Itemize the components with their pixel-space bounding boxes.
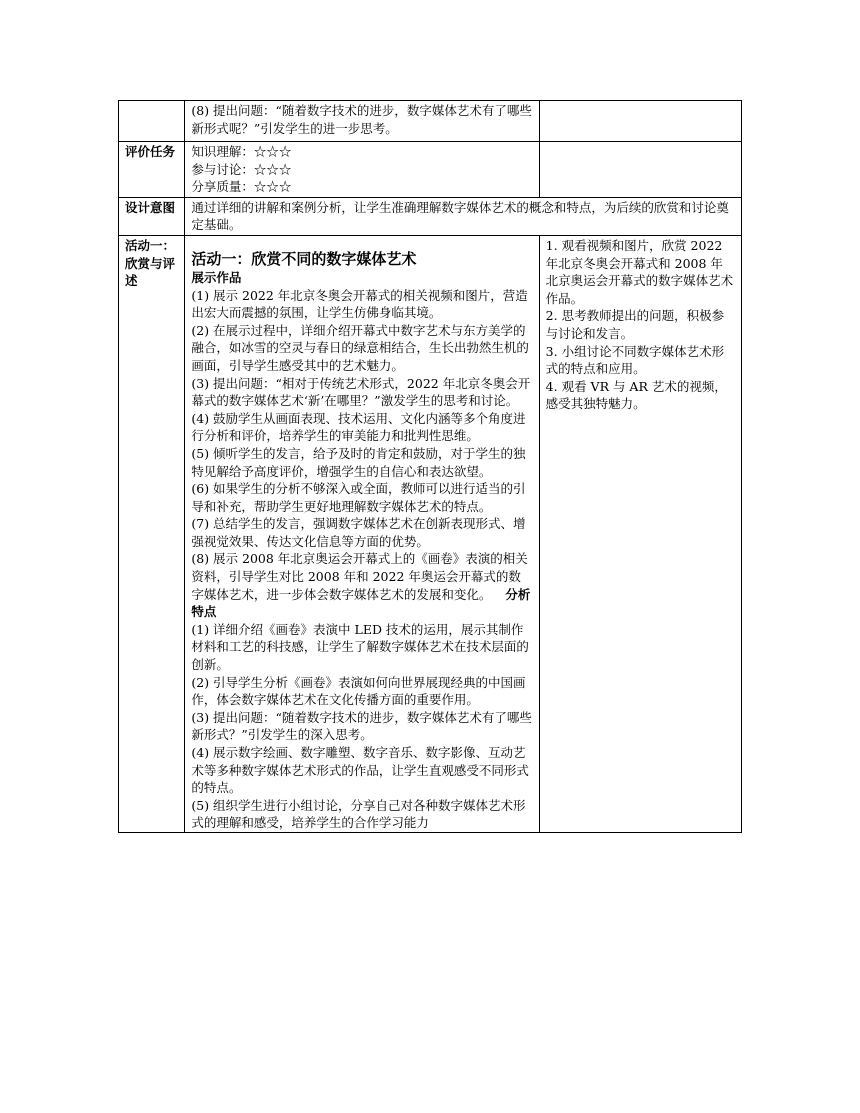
analysis-item-2: (2) 引导学生分析《画卷》表演如何向世界展现经典的中国画作，体会数字媒体艺术在文化传播方面的重要作用。 [191, 674, 526, 708]
evaluation-line-discussion: 参与讨论：☆☆☆ [191, 161, 292, 177]
evaluation-row [119, 142, 742, 198]
evaluation-label: 评价任务 [119, 142, 185, 198]
evaluation-line-sharing: 分享质量：☆☆☆ [191, 179, 292, 195]
showcase-item-1: (1) 展示 2022 年北京冬奥会开幕式的相关视频和图片，营造出宏大而震撼的氛围，让学生仿佛身临其境。 [191, 287, 528, 321]
showcase-item-5: (5) 倾听学生的发言，给予及时的肯定和鼓励，对于学生的独特见解给予高度评价，增强学生的自信心和表达欲望。 [191, 445, 526, 479]
continued-item-8: (8) 提出问题：“随着数字技术的进步，数字媒体艺术有了哪些新形式呢？”引发学生的进一步思考。 [191, 103, 532, 136]
showcase-item-6: (6) 如果学生的分析不够深入或全面，教师可以进行适当的引导和补充，帮助学生更好地理解数字媒体艺术的特点。 [191, 481, 526, 514]
activity-row [119, 235, 742, 832]
design-content [185, 197, 742, 235]
continued-row [119, 101, 742, 142]
showcase-item-7: (7) 总结学生的发言，强调数字媒体艺术在创新表现形式、增强视觉效果、传达文化信息等方面的优势。 [191, 516, 526, 549]
activity-label: 活动一：欣赏与评述 [119, 235, 185, 832]
evaluation-student-cell [539, 142, 741, 198]
analysis-item-5: (5) 组织学生进行小组讨论，分享自己对各种数字媒体艺术形式的理解和感受，培养学生的合作学习能力 [191, 797, 526, 831]
lesson-plan-table [118, 100, 742, 833]
showcase-item-8-wrap [191, 550, 532, 620]
showcase-item-2: (2) 在展示过程中，详细介绍开幕式中数字艺术与东方美学的融合，如冰雪的空灵与春日的绿意相结合，生长出勃然生机的画面，引导学生感受其中的艺术魅力。 [191, 322, 529, 373]
student-item-2: 2. 思考教师提出的问题，积极参与讨论和发言。 [545, 308, 725, 341]
student-item-4: 4. 观看 VR 与 AR 艺术的视频，感受其独特魅力。 [545, 378, 727, 412]
continued-content-cell [185, 101, 539, 142]
analysis-item-1: (1) 详细介绍《画卷》表演中 LED 技术的运用，展示其制作材料和工艺的科技感，让学生了解数字媒体艺术在技术层面的创新。 [191, 621, 529, 673]
evaluation-line-knowledge: 知识理解：☆☆☆ [191, 144, 292, 159]
analysis-item-4: (4) 展示数字绘画、数字雕塑、数字音乐、数字影像、互动艺术等多种数字媒体艺术形式的作品，让学生直观感受不同形式的特点。 [191, 745, 529, 796]
activity-teacher-content [185, 235, 539, 832]
activity-title: 活动一：欣赏不同的数字媒体艺术 [191, 249, 417, 268]
section-analysis-heading: 分析特点 [191, 586, 531, 620]
student-item-3: 3. 小组讨论不同数字媒体艺术形式的特点和应用。 [545, 343, 725, 377]
continued-student-cell [539, 101, 741, 142]
activity-student-content [539, 235, 741, 832]
showcase-item-4: (4) 鼓励学生从画面表现、技术运用、文化内涵等多个角度进行分析和评价，培养学生的审美能力和批判性思维。 [191, 410, 526, 444]
continued-label-cell [119, 101, 185, 142]
showcase-item-3: (3) 提出问题：“相对于传统艺术形式，2022 年北京冬奥会开幕式的数字媒体艺术‘新’在哪里？”激发学生的思考和讨论。 [191, 375, 531, 409]
student-item-1: 1. 观看视频和图片，欣赏 2022 年北京冬奥会开幕式和 2008 年北京奥运会开幕式的数字媒体艺术作品。 [545, 237, 734, 306]
evaluation-content [185, 142, 539, 198]
section-showcase-heading: 展示作品 [191, 269, 242, 285]
design-text: 通过详细的讲解和案例分析，让学生准确理解数字媒体艺术的概念和特点，为后续的欣赏和讨论奠定基础。 [191, 199, 729, 233]
design-row [119, 197, 742, 235]
analysis-item-3: (3) 提出问题：“随着数字技术的进步，数字媒体艺术有了哪些新形式？”引发学生的深入思考。 [191, 709, 532, 743]
showcase-item-8: (8) 展示 2008 年北京奥运会开幕式上的《画卷》表演的相关资料，引导学生对比 2008 年和 2022 年奥运会开幕式的数字媒体艺术，进一步体会数字媒体艺术的发展和变化。 [191, 551, 528, 602]
design-label: 设计意图 [119, 197, 185, 235]
